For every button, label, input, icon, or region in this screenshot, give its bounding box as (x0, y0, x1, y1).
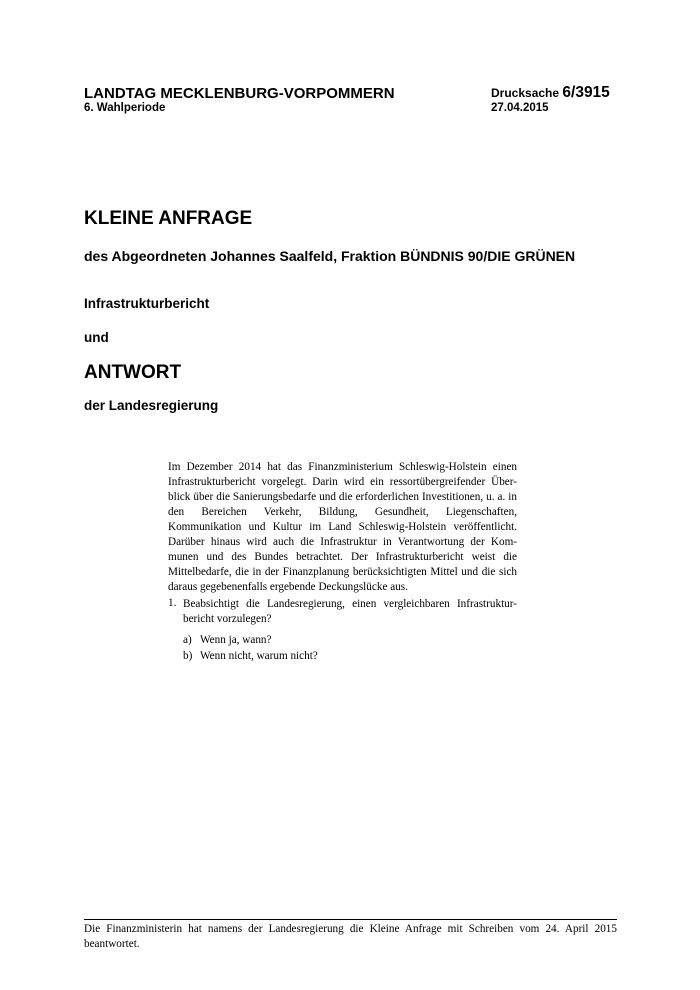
question-line: Beabsichtigt die Landesregierung, einen vergleichbaren Infrastruktur- (183, 598, 517, 610)
intro-line: Infrastrukturbericht vorgelegt. Darin wird ein ressortübergreifender Über- (168, 476, 517, 488)
sub-question-b-text: Wenn nicht, warum nicht? (200, 650, 318, 662)
header-parliament: LANDTAG MECKLENBURG-VORPOMMERN (84, 85, 395, 102)
drucksache-number: 6/3915 (562, 84, 610, 101)
question-line: bericht vorzulegen? (183, 612, 272, 625)
intro-line: Darüber hinaus wird auch die Infrastruktur in Verantwortung der Kom- (168, 536, 517, 548)
intro-line: blick über die Sanierungsbedarfe und die erforderlichen Investitionen, (168, 491, 484, 503)
question-number: 1. (168, 597, 177, 609)
intro-line: u. a. in den Bereichen Verkehr, Bildung, Gesundheit, Liegenschaften, (168, 491, 518, 518)
sub-question-b-label: b) (183, 650, 193, 662)
responder-line: der Landesregierung (84, 398, 219, 413)
und-text: und (84, 330, 109, 345)
heading-kleine-anfrage: KLEINE ANFRAGE (84, 208, 253, 229)
header-period: 6. Wahlperiode (84, 102, 166, 114)
heading-antwort: ANTWORT (84, 362, 182, 383)
drucksache (491, 84, 610, 102)
intro-line: Mittelbedarfe, die in der Finanzplanung berücksichtigten Mittel und die (168, 566, 496, 578)
sub-question-a (183, 634, 271, 646)
topic-heading: Infrastrukturbericht (84, 296, 210, 311)
footnote-rule (84, 919, 617, 920)
author-line: des Abgeordneten Johannes Saalfeld, Fraktion BÜNDNIS 90/DIE GRÜNEN (84, 248, 576, 264)
footnote-line: beantwortet. (84, 937, 140, 950)
drucksache-label: Drucksache (491, 86, 560, 100)
document-date: 27.04.2015 (491, 102, 549, 114)
intro-line: Im Dezember 2014 hat das Finanzministerium Schleswig-Holstein einen (168, 461, 517, 473)
footnote (84, 922, 617, 951)
sub-question-a-text: Wenn ja, wann? (200, 634, 272, 646)
footnote-line: Die Finanzministerin hat namens der Landesregierung die Kleine Anfrage mit Schreiben vom 24. April 2015 (84, 923, 617, 935)
intro-line: Kommunikation und Kultur im Land Schleswig-Holstein veröffentlicht. (168, 521, 517, 533)
intro-paragraph (168, 460, 517, 595)
question-text (183, 597, 517, 626)
intro-line: munen und des Bundes betrachtet. Der Infrastrukturbericht weist die (168, 551, 517, 563)
intro-line: sich daraus gegebenenfalls ergebende Deckungslücke aus. (168, 566, 518, 593)
sub-question-b (183, 650, 318, 662)
sub-question-a-label: a) (183, 634, 192, 646)
